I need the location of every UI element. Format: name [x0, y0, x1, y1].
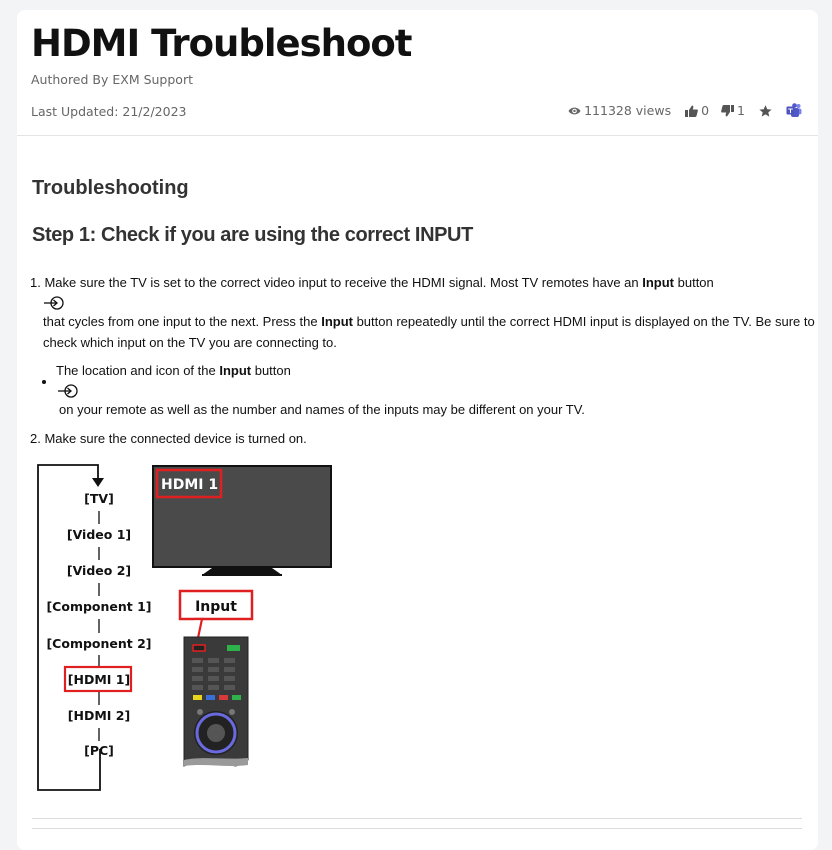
header-divider	[17, 135, 818, 136]
bullet-line1: The location and icon of the Input button	[56, 363, 291, 378]
eye-icon	[568, 106, 581, 116]
bullet-line2: on your remote as well as the number and names of the inputs may be different on your TV.	[59, 402, 585, 417]
input-item-hdmi1: [HDMI 1]	[67, 672, 131, 687]
input-item-pc: [PC]	[84, 743, 114, 758]
input-icon	[57, 384, 79, 398]
item2: 2. Make sure the connected device is turned on.	[30, 431, 307, 446]
like-button[interactable]	[685, 103, 709, 118]
star-icon	[759, 105, 772, 117]
dislike-button[interactable]	[721, 103, 745, 118]
remote-illustration	[184, 637, 248, 766]
page-title: HDMI Troubleshoot	[31, 22, 412, 65]
thumbs-down-icon	[721, 105, 734, 117]
dislike-count: 1	[737, 103, 745, 118]
input-callout-pointer	[194, 619, 202, 638]
step-title: Step 1: Check if you are using the correct INPUT	[32, 224, 473, 246]
last-updated: Last Updated: 21/2/2023	[31, 104, 187, 119]
cycle-loop-line	[38, 465, 100, 790]
bullet-dot	[42, 380, 46, 384]
share-teams-button[interactable]	[786, 103, 802, 118]
article-meta-bar	[558, 103, 802, 118]
section-title: Troubleshooting	[32, 177, 189, 199]
input-item-component1: [Component 1]	[46, 599, 152, 614]
item1-line1: 1. Make sure the TV is set to the correct video input to receive the HDMI signal. Most TV remotes have an Input button	[30, 275, 714, 290]
input-cycle-diagram	[36, 460, 336, 795]
like-count: 0	[701, 103, 710, 118]
input-item-hdmi2: [HDMI 2]	[67, 708, 131, 723]
tv-input-label: HDMI 1	[161, 477, 219, 493]
input-item-video1: [Video 1]	[66, 527, 132, 542]
item1-line3: check which input on the TV you are connecting to.	[43, 335, 337, 350]
remote-input-label: Input	[195, 599, 237, 615]
content-divider-2	[32, 828, 802, 829]
views-counter	[568, 103, 671, 118]
input-item-tv: [TV]	[84, 491, 114, 506]
input-icon	[43, 296, 65, 310]
content-divider	[32, 818, 802, 819]
item1-line2: that cycles from one input to the next. Press the Input button repeatedly until the correct HDMI input is displayed on the TV. Be sure to	[43, 314, 815, 329]
input-item-video2: [Video 2]	[66, 563, 132, 578]
cycle-loop-arrow	[92, 478, 104, 487]
favorite-button[interactable]	[759, 105, 772, 117]
author-line: Authored By EXM Support	[31, 72, 193, 87]
thumbs-up-icon	[685, 105, 698, 117]
teams-icon	[786, 103, 802, 118]
input-item-component2: [Component 2]	[46, 636, 152, 651]
views-count: 111328 views	[584, 103, 672, 118]
